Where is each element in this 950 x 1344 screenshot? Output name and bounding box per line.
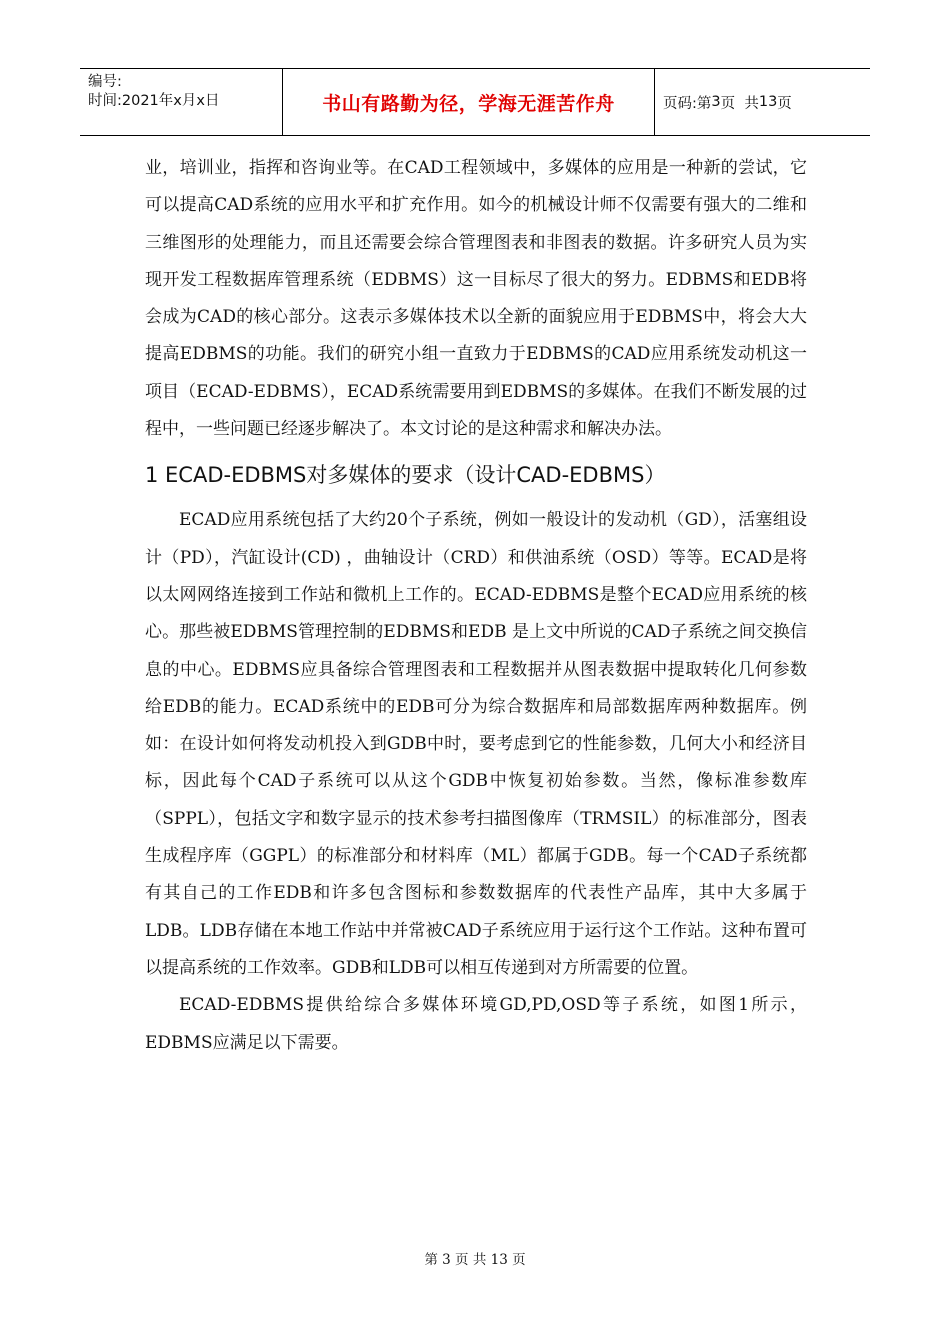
footer-prefix: 第 bbox=[424, 1252, 443, 1268]
header-motto: 书山有路勤为径，学海无涯苦作舟 bbox=[283, 69, 655, 135]
page-prefix: 页码:第 bbox=[663, 95, 712, 112]
header-left-cell bbox=[80, 69, 283, 135]
footer-mid: 页 共 bbox=[450, 1252, 491, 1268]
section-heading-1: 1 ECAD-EDBMS对多媒体的要求（设计CAD-EDBMS） bbox=[145, 463, 666, 488]
page-suffix: 页 bbox=[777, 95, 792, 112]
body-paragraph-1: 业，培训业，指挥和咨询业等。在CAD工程领域中，多媒体的应用是一种新的尝试，它可以提高CAD系统的应用水平和扩充作用。如今的机械设计师不仅需要有强大的二维和三维图形的处理能力，而且还需要会综合管理图表和非图表的数据。许多研究人员为实现开发工程数据库管理系统（EDBMS）这一目标尽了很大的努力。EDBMS和EDB将会成为CAD的核心部分。这表示多媒体技术以全新的面貌应用于EDBMS中，将会大大提高EDBMS的功能。我们的研究小组一直致力于EDBMS的CAD应用系统发动机这一项目（ECAD-EDBMS），ECAD系统需要用到EDBMS的多媒体。在我们不断发展的过程中，一些问题已经逐步解决了。本文讨论的是这种需求和解决办法。 bbox=[145, 158, 807, 440]
header-page-indicator bbox=[655, 69, 870, 135]
header-table bbox=[80, 68, 870, 136]
document-number-label: 编号: bbox=[88, 74, 122, 90]
body-paragraph-3: ECAD-EDBMS提供给综合多媒体环境GD,PD,OSD等子系统，如图1所示，EDBMS应满足以下需要。 bbox=[145, 995, 807, 1053]
page-total: 13 bbox=[758, 94, 778, 110]
document-body bbox=[145, 150, 807, 1062]
page-footer bbox=[0, 1248, 950, 1268]
page-number: 3 bbox=[711, 94, 721, 110]
footer-page-total: 13 bbox=[490, 1252, 508, 1268]
footer-page-number: 3 bbox=[442, 1252, 451, 1268]
footer-suffix: 页 bbox=[507, 1252, 526, 1268]
page-mid: 页 共 bbox=[720, 95, 759, 112]
document-date: 时间:2021年x月x日 bbox=[88, 93, 220, 109]
body-paragraph-2: ECAD应用系统包括了大约20个子系统，例如一般设计的发动机（GD），活塞组设计（PD），汽缸设计(CD) ，曲轴设计（CRD）和供油系统（OSD）等等。ECAD是将以太网网络连接到工作站和微机上工作的。ECAD-EDBMS是整个ECAD应用系统的核心。那些被EDBMS管理控制的EDBMS和EDB 是上文中所说的CAD子系统之间交换信息的中心。EDBMS应具备综合管理图表和工程数据并从图表数据中提取转化几何参数给EDB的能力。ECAD系统中的EDB可分为综合数据库和局部数据库两种数据库。例如：在设计如何将发动机投入到GDB中时，要考虑到它的性能参数，几何大小和经济目标，因此每个CAD子系统可以从这个GDB中恢复初始参数。当然，像标准参数库（SPPL），包括文字和数字显示的技术参考扫描图像库（TRMSIL）的标准部分，图表生成程序库（GGPL）的标准部分和材料库（ML）都属于GDB。每一个CAD子系统都有其自己的工作EDB和许多包含图标和参数数据库的代表性产品库，其中大多属于LDB。LDB存储在本地工作站中并常被CAD子系统应用于运行这个工作站。这种布置可以提高系统的工作效率。GDB和LDB可以相互传递到对方所需要的位置。 bbox=[145, 510, 807, 978]
